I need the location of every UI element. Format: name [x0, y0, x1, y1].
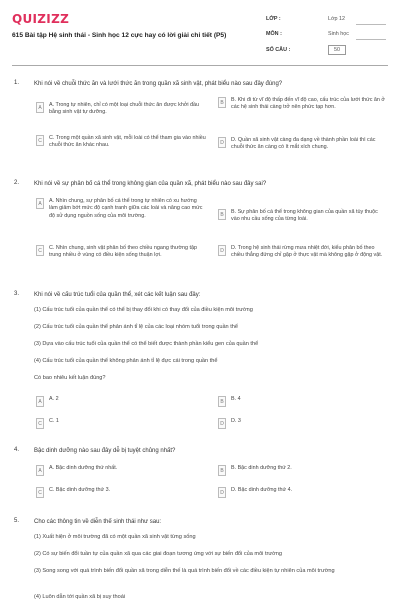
- option-a[interactable]: [36, 198, 206, 220]
- question-stem: Khi nói về sự phân bố cá thể trong không gian của quần xã, phát biểu nào sau đây sai?: [34, 181, 267, 187]
- meta-value: Sinh học: [328, 31, 349, 38]
- option-text: C. 1: [49, 418, 59, 424]
- page-header: [0, 0, 400, 62]
- meta-label: LỚP :: [266, 15, 281, 22]
- question-number: 4.: [14, 447, 20, 453]
- meta-underline: [356, 24, 386, 25]
- meta-row-grade: [266, 11, 386, 27]
- question-ask: Có bao nhiêu kết luận đúng?: [34, 375, 106, 381]
- option-text: A. Trong tự nhiên, chỉ có một loại chuỗi thức ăn được khởi đầu bằng sinh vật tự dưỡng.: [49, 102, 200, 116]
- statement: (4) Luôn dẫn tới quần xã bị suy thoái: [34, 594, 126, 600]
- option-text: D. Trong hệ sinh thái rừng mưa nhiệt đới, kiểu phân bố theo chiều thẳng đứng chỉ gặp ở thực vật mà không gặp ở động vật.: [231, 245, 383, 259]
- option-b[interactable]: [218, 396, 388, 407]
- option-text: B. Khi đi từ vĩ độ thấp đến vĩ độ cao, cấu trúc của lưới thức ăn ở các hệ sinh thái càng trở nên phức tạp hơn.: [231, 97, 385, 111]
- option-d[interactable]: [218, 487, 388, 498]
- option-letter: B: [218, 396, 226, 407]
- option-d[interactable]: [218, 137, 388, 152]
- question-stem: Cho các thông tin về diễn thế sinh thái như sau:: [34, 519, 162, 525]
- option-letter: C: [36, 487, 44, 498]
- option-c[interactable]: [36, 487, 206, 498]
- option-letter: D: [218, 245, 226, 256]
- meta-value: 50: [328, 45, 346, 55]
- question-number: 5.: [14, 518, 20, 524]
- option-a[interactable]: [36, 102, 206, 117]
- option-letter: B: [218, 465, 226, 476]
- option-b[interactable]: [218, 209, 388, 224]
- option-d[interactable]: [218, 418, 388, 429]
- option-text: D. Bậc dinh dưỡng thứ 4.: [231, 487, 293, 493]
- option-text: C. Nhìn chung, sinh vật phân bố theo chiều ngang thường tập trung nhiều ở vùng có điều kiện sống thuận lợi.: [49, 245, 198, 259]
- question-number: 1.: [14, 80, 20, 86]
- option-text: D. 3: [231, 418, 241, 424]
- statement: (1) Cấu trúc tuổi của quần thể có thể bị thay đổi khi có thay đổi của điều kiện môi trường: [34, 307, 253, 313]
- meta-value: Lớp 12: [328, 15, 346, 22]
- option-text: B. 4: [231, 396, 241, 402]
- quizizz-logo: QUIZIZZ: [12, 12, 70, 26]
- option-text: C. Bậc dinh dưỡng thứ 3.: [49, 487, 111, 493]
- question-stem: Khi nói về cấu trúc tuổi của quần thể, xét các kết luận sau đây:: [34, 292, 201, 298]
- option-letter: C: [36, 245, 44, 256]
- option-c[interactable]: [36, 245, 206, 260]
- document-title: 615 Bài tập Hệ sinh thái - Sinh học 12 cực hay có lời giải chi tiết (P5): [12, 32, 227, 39]
- question-stem: Khi nói về chuỗi thức ăn và lưới thức ăn trong quần xã sinh vật, phát biểu nào sau đây đúng?: [34, 81, 283, 87]
- meta-underline: [356, 39, 386, 40]
- statement: (3) Song song với quá trình biến đổi quần xã trong diễn thế là quá trình biến đổi về các điều kiện tự nhiên của môi trường: [34, 568, 335, 574]
- option-letter: A: [36, 198, 44, 209]
- option-letter: C: [36, 135, 44, 146]
- statement: (1) Xuất hiện ở môi trường đã có một quần xã sinh vật từng sống: [34, 534, 196, 540]
- meta-label: MÔN :: [266, 31, 282, 38]
- option-b[interactable]: [218, 465, 388, 476]
- option-text: A. Bậc dinh dưỡng thứ nhất.: [49, 465, 118, 471]
- option-letter: D: [218, 487, 226, 498]
- option-text: A. Nhìn chung, sự phân bố cá thể trong tự nhiên có xu hướng làm giảm bớt mức độ cạnh tranh giữa các loài và nâng cao mức độ sử dụng nguồn sống của môi trường.: [49, 198, 203, 219]
- option-a[interactable]: [36, 396, 206, 407]
- option-d[interactable]: [218, 245, 388, 260]
- option-text: D. Quần xã sinh vật càng đa dạng về thành phần loài thì các chuỗi thức ăn càng có ít mắt xích chung.: [231, 137, 376, 151]
- option-text: B. Sự phân bố cá thể trong không gian của quần xã tùy thuộc vào nhu cầu sống của từng loài.: [231, 209, 378, 223]
- question-number: 3.: [14, 291, 20, 297]
- statement: (2) Cấu trúc tuổi của quần thể phản ánh tỉ lệ của các loại nhóm tuổi trong quần thể: [34, 324, 238, 330]
- option-letter: A: [36, 465, 44, 476]
- meta-row-count: [266, 42, 386, 58]
- header-divider: [12, 65, 388, 66]
- option-c[interactable]: [36, 418, 206, 429]
- meta-panel: [266, 11, 386, 58]
- option-letter: D: [218, 418, 226, 429]
- statement: (4) Cấu trúc tuổi của quần thể không phản ánh tỉ lệ đực cái trong quần thể: [34, 358, 218, 364]
- question-number: 2.: [14, 180, 20, 186]
- option-letter: B: [218, 209, 226, 220]
- question-stem: Bậc dinh dưỡng nào sau đây dễ bị tuyệt chủng nhất?: [34, 448, 176, 454]
- option-letter: D: [218, 137, 226, 148]
- option-b[interactable]: [218, 97, 388, 112]
- option-a[interactable]: [36, 465, 206, 476]
- statement: (3) Dựa vào cấu trúc tuổi của quần thể có thể biết được thành phần kiểu gen của quần thể: [34, 341, 259, 347]
- option-text: C. Trong một quần xã sinh vật, mỗi loài có thể tham gia vào nhiều chuỗi thức ăn khác nhau.: [49, 135, 206, 149]
- meta-label: SỐ CÂU :: [266, 46, 291, 53]
- option-letter: B: [218, 97, 226, 108]
- option-letter: A: [36, 396, 44, 407]
- meta-row-subject: [266, 27, 386, 43]
- option-letter: C: [36, 418, 44, 429]
- option-letter: A: [36, 102, 44, 113]
- statement: (2) Có sự biến đổi tuần tự của quần xã qua các giai đoạn tương ứng với sự biến đổi của môi trường: [34, 551, 283, 557]
- option-text: B. Bậc dinh dưỡng thứ 2.: [231, 465, 292, 471]
- option-text: A. 2: [49, 396, 59, 402]
- option-c[interactable]: [36, 135, 206, 150]
